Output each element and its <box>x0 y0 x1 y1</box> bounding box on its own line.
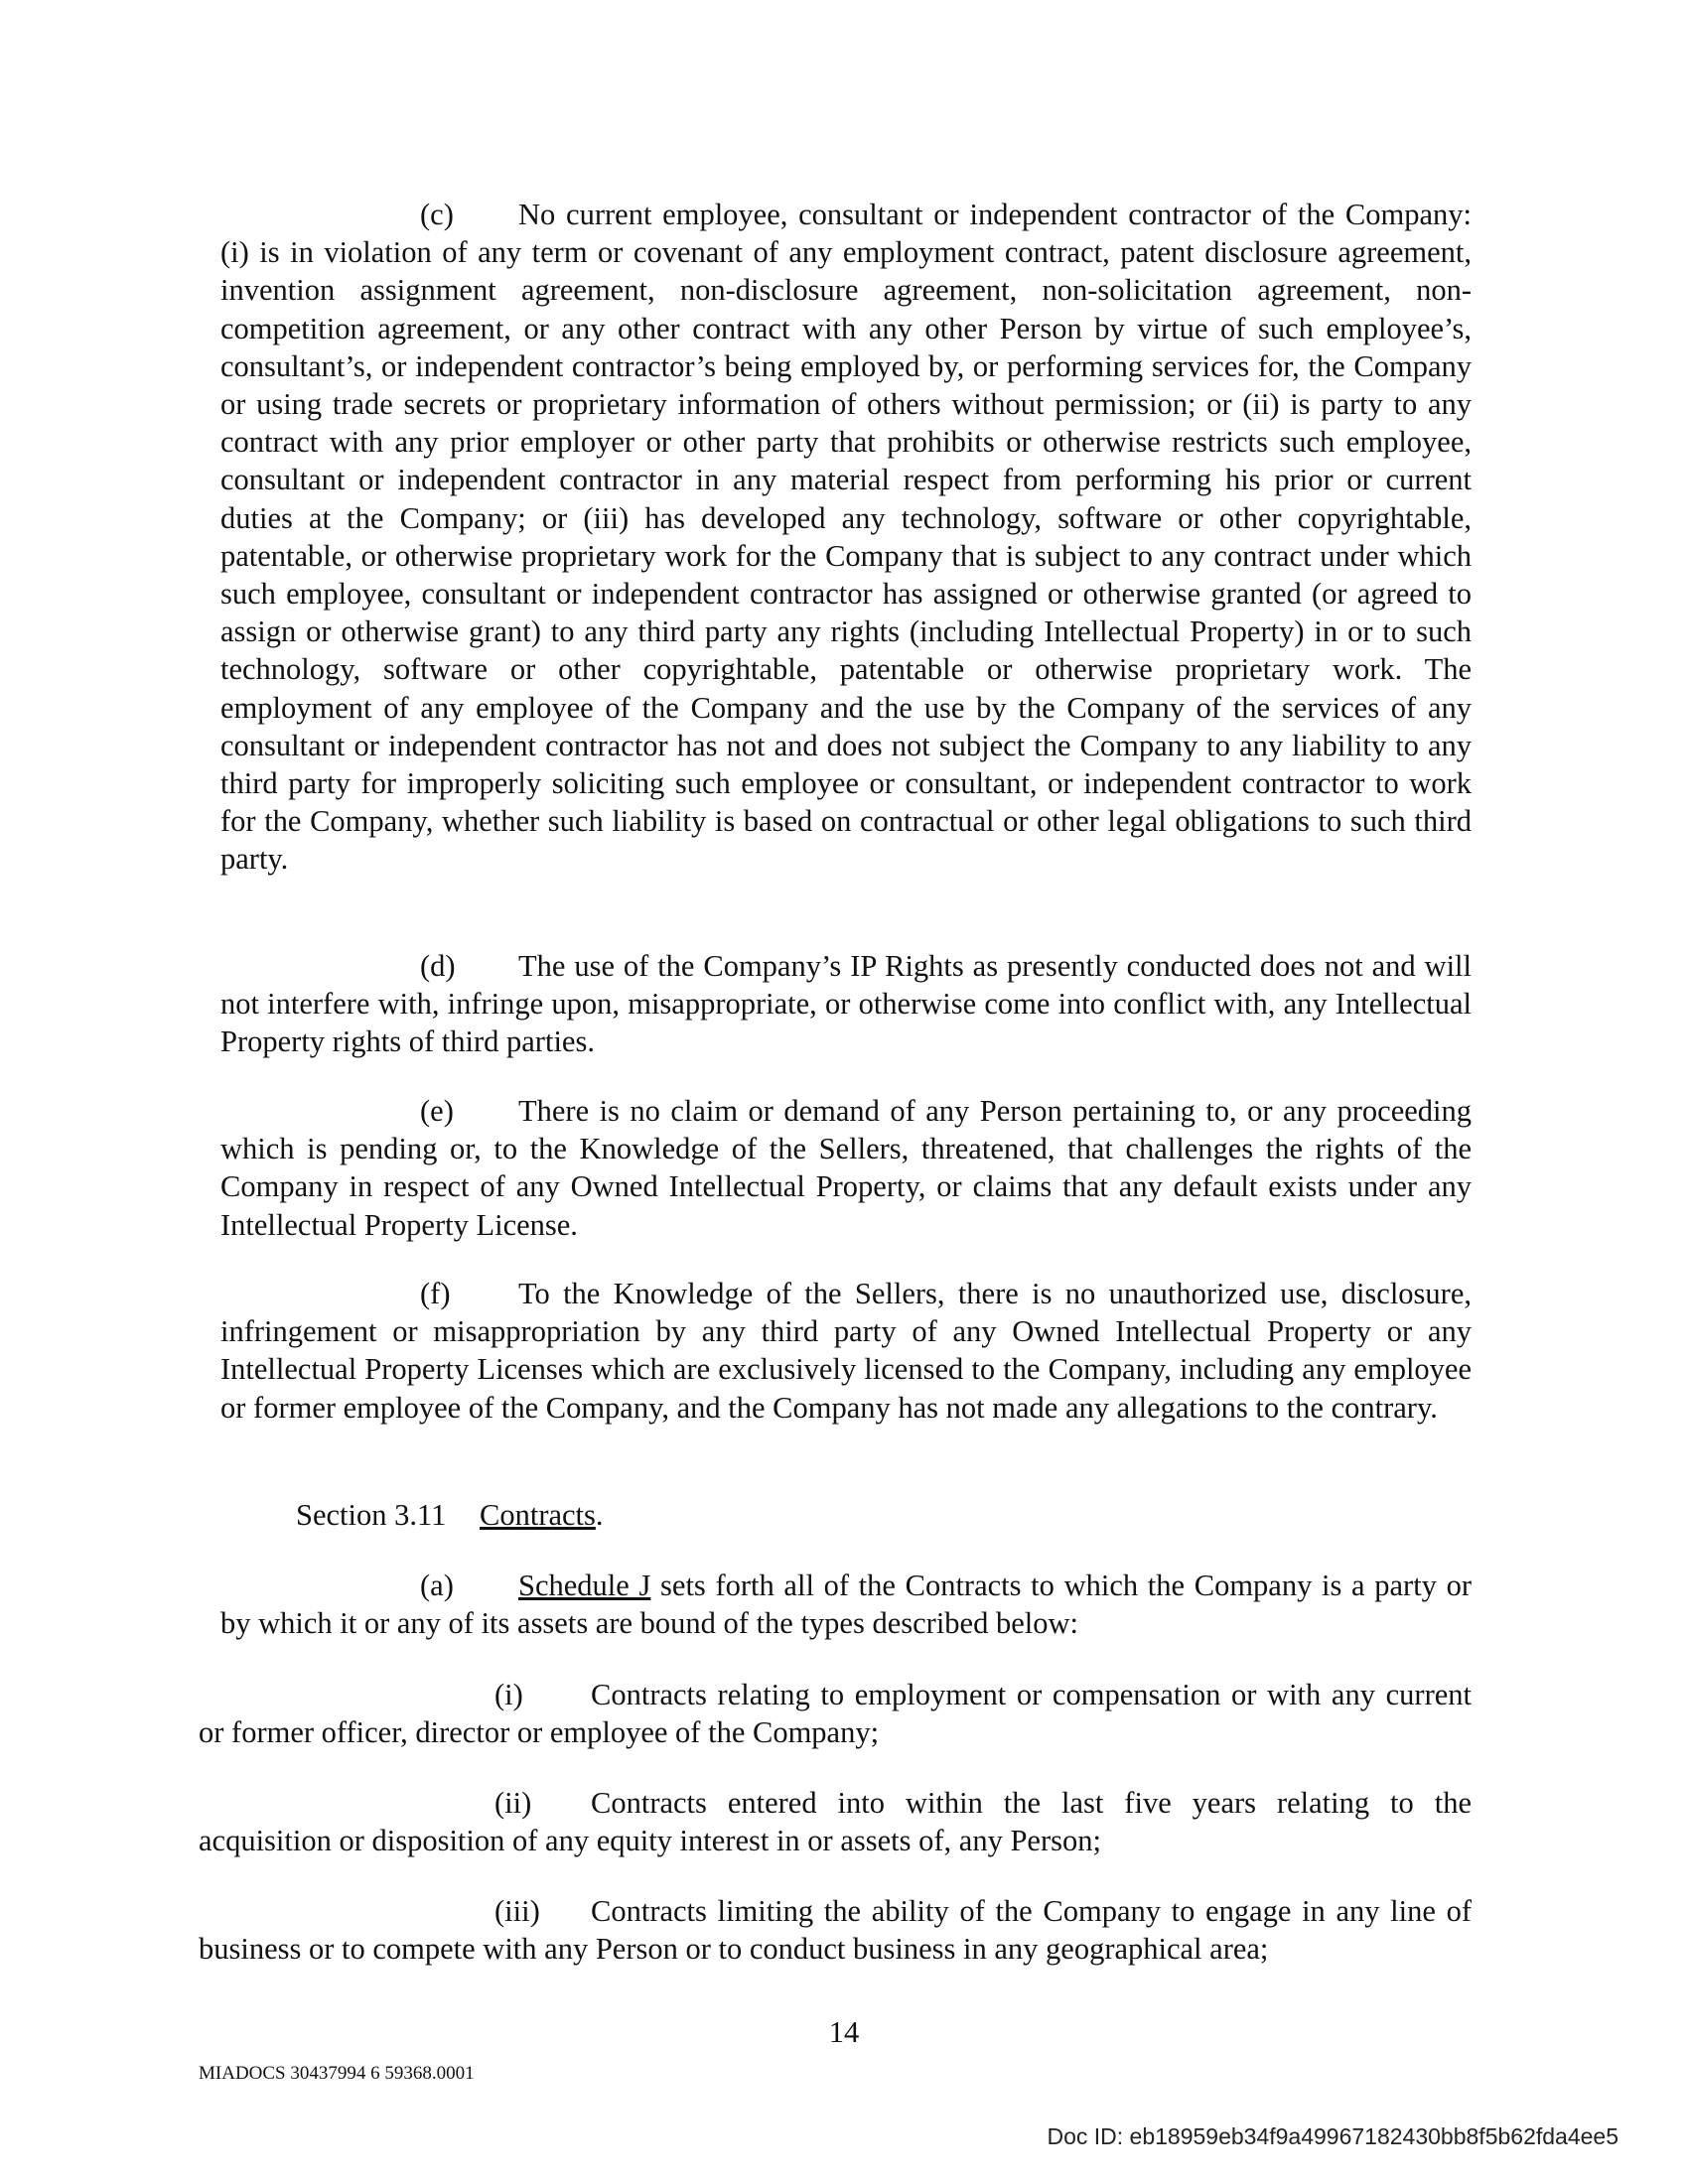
subitem-iii-label: (iii) <box>494 1894 540 1928</box>
paragraph-d-label: (d) <box>420 949 456 983</box>
paragraph-f-label: (f) <box>420 1277 451 1310</box>
section-title-end: . <box>595 1498 604 1532</box>
paragraph-e-label: (e) <box>420 1094 454 1128</box>
subitem-ii <box>199 1784 1472 1859</box>
page-number: 14 <box>828 2015 860 2049</box>
subitem-ii-label: (ii) <box>494 1786 532 1820</box>
contracts-a-label: (a) <box>420 1569 454 1602</box>
paragraph-d <box>220 947 1472 1061</box>
subitem-i-text: Contracts relating to employment or compensation or with any current or former officer, director or employee of the Company; <box>199 1678 1472 1750</box>
contracts-a-text: sets forth all of the Contracts to which the Company is a party or by which it or any of its assets are bound of the types described below: <box>220 1569 1473 1641</box>
paragraph-d-text: The use of the Company’s IP Rights as presently conducted does not and will not interfere with, infringe upon, misappropriate, or otherwise come into conflict with, any Intellectual Property rights of third parties. <box>220 949 1472 1059</box>
subitem-i-label: (i) <box>494 1678 523 1711</box>
paragraph-c-text: No current employee, consultant or independent contractor of the Company: (i) is in violation of any term or covenant of any employment contract, patent disclosure agreement, invention assignment agreement, non-disclosure agreement, non-solicitation agreement, non-competition agreement, or any other contract with any other Person by virtue of such employee’s, consultant’s, or independent contractor’s being employed by, or performing services for, the Company or using trade secrets or proprietary information of others without permission; or (ii) is party to any contract with any prior employer or other party that prohibits or otherwise restricts such employee, consultant or independent contractor in any material respect from performing his prior or current duties at the Company; or (iii) has developed any technology, software or other copyrightable, patentable, or otherwise proprietary work for the Company that is subject to any contract under which such employee, consultant or independent contractor has assigned or otherwise granted (or agreed to assign or otherwise grant) to any third party any rights (including Intellectual Property) in or to such technology, software or other copyrightable, patentable or otherwise proprietary work. The employment of any employee of the Company and the use by the Company of the services of any consultant or independent contractor has not and does not subject the Company to any liability to any third party for improperly soliciting such employee or consultant, or independent contractor to work for the Company, whether such liability is based on contractual or other legal obligations to such third party. <box>220 198 1472 877</box>
schedule-j-reference: Schedule J <box>518 1569 651 1602</box>
subitem-i <box>199 1676 1472 1751</box>
contracts-paragraph-a <box>220 1567 1472 1642</box>
paragraph-f-text: To the Knowledge of the Sellers, there is no unauthorized use, disclosure, infringement or misappropriation by any third party of any Owned Intellectual Property or any Intellectual Property Licenses which are exclusively licensed to the Company, including any employee or former employee of the Company, and the Company has not made any allegations to the contrary. <box>220 1277 1472 1425</box>
subitem-iii <box>199 1892 1472 1968</box>
section-number: Section 3.11 <box>296 1498 447 1532</box>
paragraph-c <box>220 196 1472 879</box>
subitem-iii-text: Contracts limiting the ability of the Company to engage in any line of business or to compete with any Person or to conduct business in any geographical area; <box>199 1894 1472 1967</box>
paragraph-f <box>220 1275 1472 1427</box>
paragraph-e <box>220 1092 1472 1244</box>
section-heading <box>220 1496 1472 1534</box>
section-title: Contracts <box>480 1498 596 1532</box>
document-reference: MIADOCS 30437994 6 59368.0001 <box>199 2063 475 2084</box>
subitem-ii-text: Contracts entered into within the last five years relating to the acquisition or disposition of any equity interest in or assets of, any Person; <box>199 1786 1472 1858</box>
paragraph-c-label: (c) <box>420 198 454 231</box>
paragraph-e-text: There is no claim or demand of any Person pertaining to, or any proceeding which is pending or, to the Knowledge of the Sellers, threatened, that challenges the rights of the Company in respect of any Owned Intellectual Property, or claims that any default exists under any Intellectual Property License. <box>220 1094 1472 1242</box>
doc-id: Doc ID: eb18959eb34f9a49967182430bb8f5b62fda4ee5 <box>1047 2123 1618 2149</box>
